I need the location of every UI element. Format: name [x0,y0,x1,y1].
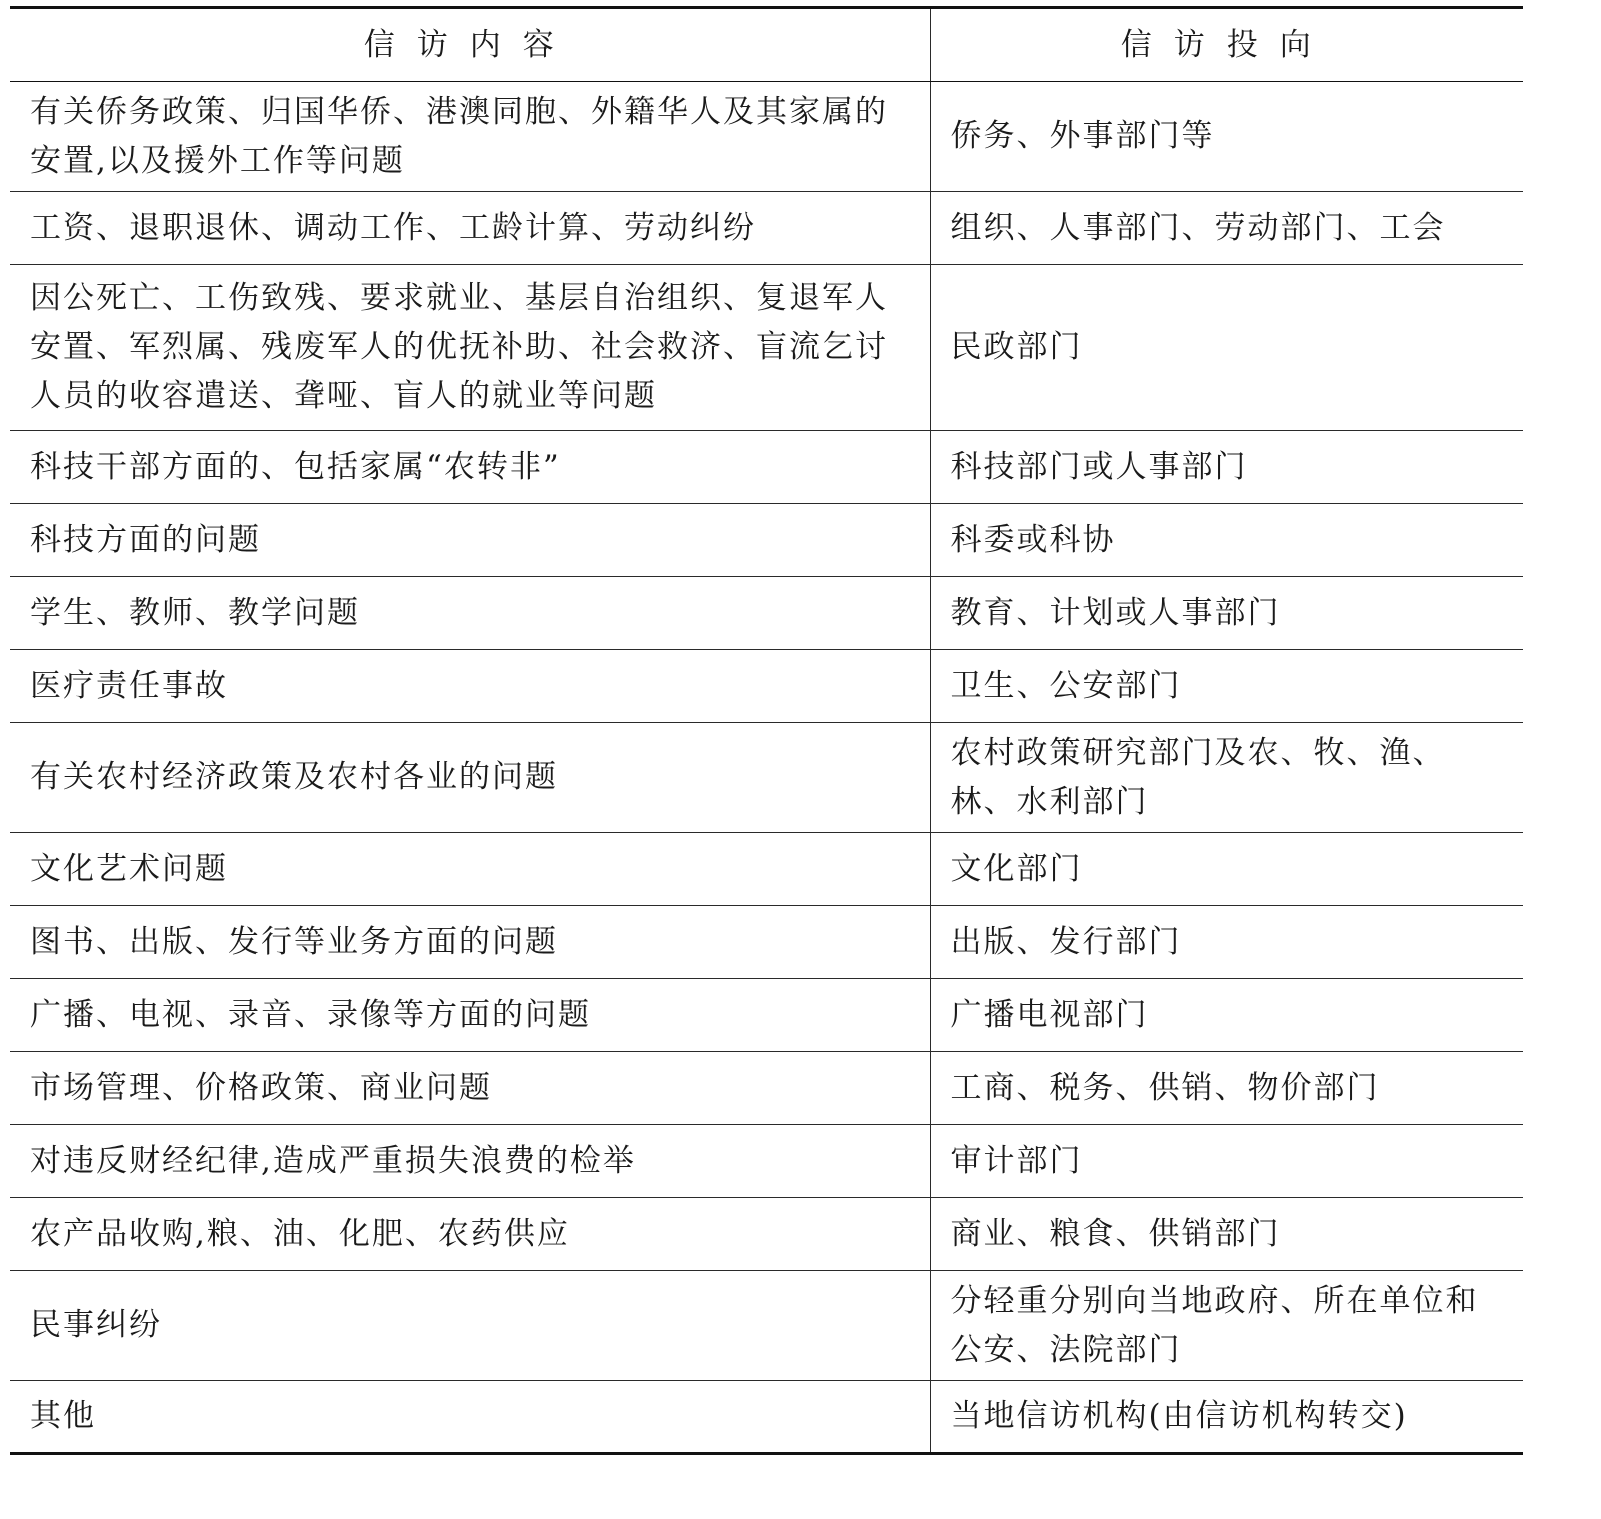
header-petition-target: 信访投向 [930,8,1523,82]
petition-content-cell: 科技干部方面的、包括家属“农转非” [10,431,930,504]
petition-target-cell: 当地信访机构(由信访机构转交) [930,1381,1523,1454]
petition-target-cell: 组织、人事部门、劳动部门、工会 [930,192,1523,265]
table-row [10,1198,1523,1271]
petition-target-cell: 侨务、外事部门等 [930,82,1523,192]
table-row [10,723,1523,833]
petition-content-cell: 学生、教师、教学问题 [10,577,930,650]
petition-content-cell: 工资、退职退休、调动工作、工龄计算、劳动纠纷 [10,192,930,265]
petition-target-cell: 教育、计划或人事部门 [930,577,1523,650]
petition-content-cell: 因公死亡、工伤致残、要求就业、基层自治组织、复退军人安置、军烈属、残废军人的优抚补助、社会救济、盲流乞讨人员的收容遣送、聋哑、盲人的就业等问题 [10,265,930,431]
petition-content-cell: 科技方面的问题 [10,504,930,577]
table-row [10,833,1523,906]
petition-content-cell: 广播、电视、录音、录像等方面的问题 [10,979,930,1052]
table-header-row [10,8,1523,82]
table-row [10,1052,1523,1125]
petition-target-cell: 分轻重分别向当地政府、所在单位和公安、法院部门 [930,1271,1523,1381]
petition-target-cell: 广播电视部门 [930,979,1523,1052]
table-row [10,906,1523,979]
table-row [10,504,1523,577]
petition-target-cell: 商业、粮食、供销部门 [930,1198,1523,1271]
petition-content-cell: 文化艺术问题 [10,833,930,906]
petition-content-cell: 民事纠纷 [10,1271,930,1381]
petition-content-cell: 医疗责任事故 [10,650,930,723]
petition-routing-table [10,6,1523,1455]
petition-content-cell: 其他 [10,1381,930,1454]
petition-target-cell: 科委或科协 [930,504,1523,577]
petition-content-cell: 市场管理、价格政策、商业问题 [10,1052,930,1125]
petition-target-cell: 农村政策研究部门及农、牧、渔、林、水利部门 [930,723,1523,833]
petition-target-cell: 文化部门 [930,833,1523,906]
petition-target-cell: 民政部门 [930,265,1523,431]
table-row [10,1381,1523,1454]
petition-content-cell: 有关侨务政策、归国华侨、港澳同胞、外籍华人及其家属的安置,以及援外工作等问题 [10,82,930,192]
petition-target-cell: 卫生、公安部门 [930,650,1523,723]
table-row [10,1125,1523,1198]
petition-content-cell: 农产品收购,粮、油、化肥、农药供应 [10,1198,930,1271]
petition-content-cell: 图书、出版、发行等业务方面的问题 [10,906,930,979]
table-row [10,192,1523,265]
header-petition-content: 信访内容 [10,8,930,82]
petition-target-cell: 工商、税务、供销、物价部门 [930,1052,1523,1125]
table-row [10,650,1523,723]
table-row [10,265,1523,431]
table-row [10,82,1523,192]
table-row [10,577,1523,650]
table-row [10,1271,1523,1381]
petition-target-cell: 审计部门 [930,1125,1523,1198]
table-row [10,979,1523,1052]
petition-target-cell: 科技部门或人事部门 [930,431,1523,504]
petition-target-cell: 出版、发行部门 [930,906,1523,979]
petition-content-cell: 有关农村经济政策及农村各业的问题 [10,723,930,833]
table-row [10,431,1523,504]
petition-content-cell: 对违反财经纪律,造成严重损失浪费的检举 [10,1125,930,1198]
